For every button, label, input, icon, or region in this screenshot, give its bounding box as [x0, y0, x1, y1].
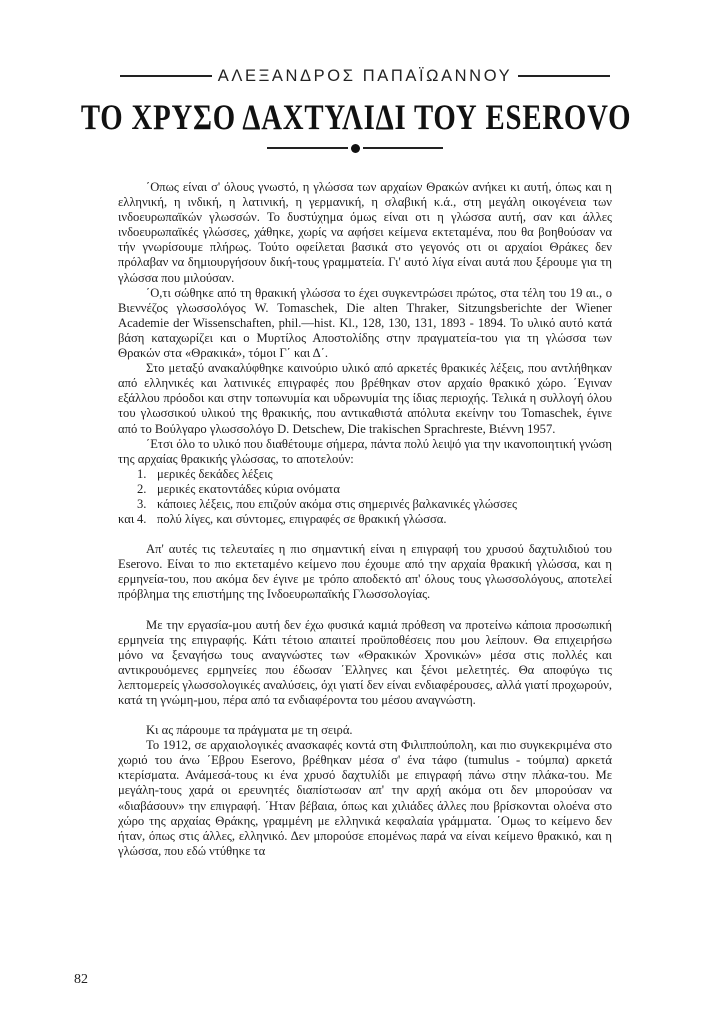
paragraph-4: ΄Ετσι όλο το υλικό που διαθέτουμε σήμερα, πάντα πολύ λειψό για την ικανοποιητική γνώση της αρχαίας θρακικής γλώσσας, το αποτελούν:: [118, 436, 612, 466]
article-title-text: ΤΟ ΧΡΥΣΟ ΔΑΧΤΥΛΙΔΙ ΤΟΥ ESEROVO: [80, 97, 632, 137]
paragraph-8: Το 1912, σε αρχαιολογικές ανασκαφές κοντά στη Φιλιππούπολη, και πιο συγκεκριμένα στο χωριό του άνω ΄Εβρου Eserovo, βρέθηκαν μέσα σ' ένα τάφο (tumulus - τούμπα) αρκετά κτερίσματα. Ανάμεσά-τους κι ένα χρυσό δαχτυλίδι με επιγραφή πάνω στην πλάκα-του. Με μεγάλη-τους χαρά οι ερευνητές διαπίστωσαν απ' την αρχή ακόμα οτι δεν μπορούσαν να «διαβάσουν» την επιγραφή. ΄Ηταν βέβαια, όπως και χιλιάδες άλλες που βρίσκονται ολοένα στο χώρο της αρχαίας Θράκης, γραμμένη με ελληνικά κεφαλαία γράμματα. ΄Ομως το κείμενο δεν ήταν, όπως στις άλλες, ελληνικό. Δεν μπορούσε επομένως παρά να είναι κείμενο θρακικό, και η γλώσσα, που εδώ ντύθηκε τα: [118, 738, 612, 858]
author-line: [120, 64, 610, 88]
author-left-rule: [120, 75, 212, 77]
author-right-rule: [518, 75, 610, 77]
list-item-prefix: [118, 497, 137, 512]
list-item-text: μερικές δεκάδες λέξεις: [157, 466, 273, 481]
article-body: [118, 180, 612, 859]
paragraph-1: ΄Οπως είναι σ' όλους γνωστό, η γλώσσα των αρχαίων Θρακών ανήκει κι αυτή, όπως και η ελληνική, η ινδική, η λατινική, η γερμανική, η σλαβική κ.ά., στη μεγάλη οικογένεια των ινδοευρωπαϊκών γλωσσών. Το δυστύχημα όμως είναι οτι η γλώσσα αυτή, σαν και άλλες ινδοευρωπαϊκές γλώσσες, χάθηκε, χωρίς να αφήσει κείμενα εκτεταμένα, που θα βοηθούσαν να τήν γνωρίσουμε πλήρως. Τούτο οφείλεται βασικά στο γεγονός οτι οι αρχαίοι Θράκες δεν πρόλαβαν να δημιουργήσουν δική-τους γραμματεία. Γι' αυτό λίγα είναι αυτά που ξέρουμε για τη γλώσσα που μιλούσαν.: [118, 180, 612, 285]
paragraph-3: Στο μεταξύ ανακαλύφθηκε καινούριο υλικό από αρκετές θρακικές λέξεις, που αντλήθηκαν από ελληνικές και λατινικές επιγραφές που βρέθηκαν στον αρχαίο θρακικό χώρο. ΄Εγιναν εξάλλου πρόοδοι και στην τοπωνυμία και υδρωνυμία της ίδιας περιοχής. Τελικά η συλλογή όλου του γλωσσικού υλικού της θρακικής, που αντικαθιστά απόλυτα εκείνην του Tomaschek, έγινε από το Βούλγαρο γλωσσολόγο D. Detschew, Die trakischen Sprachreste, Βιέννη 1957.: [118, 361, 612, 436]
ornament-right-rule: [363, 147, 444, 148]
list-item-prefix: [118, 467, 137, 482]
list-item: [118, 467, 612, 482]
author-name: ΑΛΕΞΑΝΔΡΟΣ ΠΑΠΑΪΩΑΝΝΟΥ: [217, 66, 513, 85]
list-item-number: 2.: [137, 481, 147, 496]
list-item-text: μερικές εκατοντάδες κύρια ονόματα: [157, 481, 340, 496]
list-item-prefix: [118, 482, 137, 497]
list-item: [118, 512, 612, 527]
list-item: [118, 497, 612, 512]
list-item-text: πολύ λίγες, και σύντομες, επιγραφές σε θρακική γλώσσα.: [157, 512, 447, 527]
list-item: [118, 482, 612, 497]
paragraph-7: Κι ας πάρουμε τα πράγματα με τη σειρά.: [146, 723, 353, 738]
title-ornament: [267, 142, 443, 154]
sources-list: [118, 467, 612, 527]
page-number: 82: [74, 972, 88, 987]
ornament-left-rule: [267, 147, 348, 148]
list-item-prefix: και: [118, 512, 135, 527]
list-item-number: 3.: [137, 496, 147, 511]
paragraph-5: Απ' αυτές τις τελευταίες η πιο σημαντική είναι η επιγραφή του χρυσού δαχτυλιδιού του Eserovo. Είναι το πιο εκτεταμένο κείμενο που έχουμε από την αρχαία θρακική γλώσσα, και η ερμηνεία-του, που ακόμα δεν έγινε με τρόπο αποδεκτό απ' όλους τους γλωσσολόγους, αποτελεί πρόβλημα της επιστήμης της Ινδοευρωπαϊκής Γλωσσολογίας.: [118, 542, 612, 602]
paragraph-2: ΄Ο,τι σώθηκε από τη θρακική γλώσσα το έχει συγκεντρώσει πρώτος, στα τέλη του 19 αι., ο Βιεννέζος γλωσσολόγος W. Tomaschek, Die alten Thraker, Sitzungsberichte der Wiener Academie der Wissenschaften, phil.—hist. Kl., 128, 130, 131, 1893 - 1894. Το υλικό αυτό κατά βάση καταχωρίζει και ο Μυρτίλος Αποστολίδης στην πραγματεία-του για τη γλώσσα των Θρακών στα «Θρακικά», τόμοι Γ΄ και Δ΄.: [118, 285, 612, 361]
ornament-dot-icon: [351, 144, 360, 153]
list-item-number: 1.: [137, 466, 147, 481]
list-item-text: κάποιες λέξεις, που επιζούν ακόμα στις σημερινές βαλκανικές γλώσσες: [157, 496, 518, 511]
list-item-number: 4.: [137, 512, 147, 527]
article-title: [0, 94, 712, 140]
paragraph-6: Με την εργασία-μου αυτή δεν έχω φυσικά καμιά πρόθεση να προτείνω κάποια προσωπική ερμηνεία της επιγραφής. Κάτι τέτοιο απαιτεί προϋποθέσεις που μου λείπουν. Θα επιχειρήσω μόνο να ξεναγήσω τους αναγνώστες των «Θρακικών Χρονικών» μέσα στις πολλές και αντικρουόμενες ερμηνείες που έδωσαν ΄Ελληνες και ξένοι μελετητές. Θα αποφύγω τις λεπτομερείς γλωσσολογικές αναλύσεις, όχι γιατί δεν είναι ενδιαφέρουσες, αλλά γιατί προχωρούν, κατά τη γνώμη-μου, πέρα από τα ενδιαφέροντα του μέσου αναγνώστη.: [118, 617, 612, 707]
